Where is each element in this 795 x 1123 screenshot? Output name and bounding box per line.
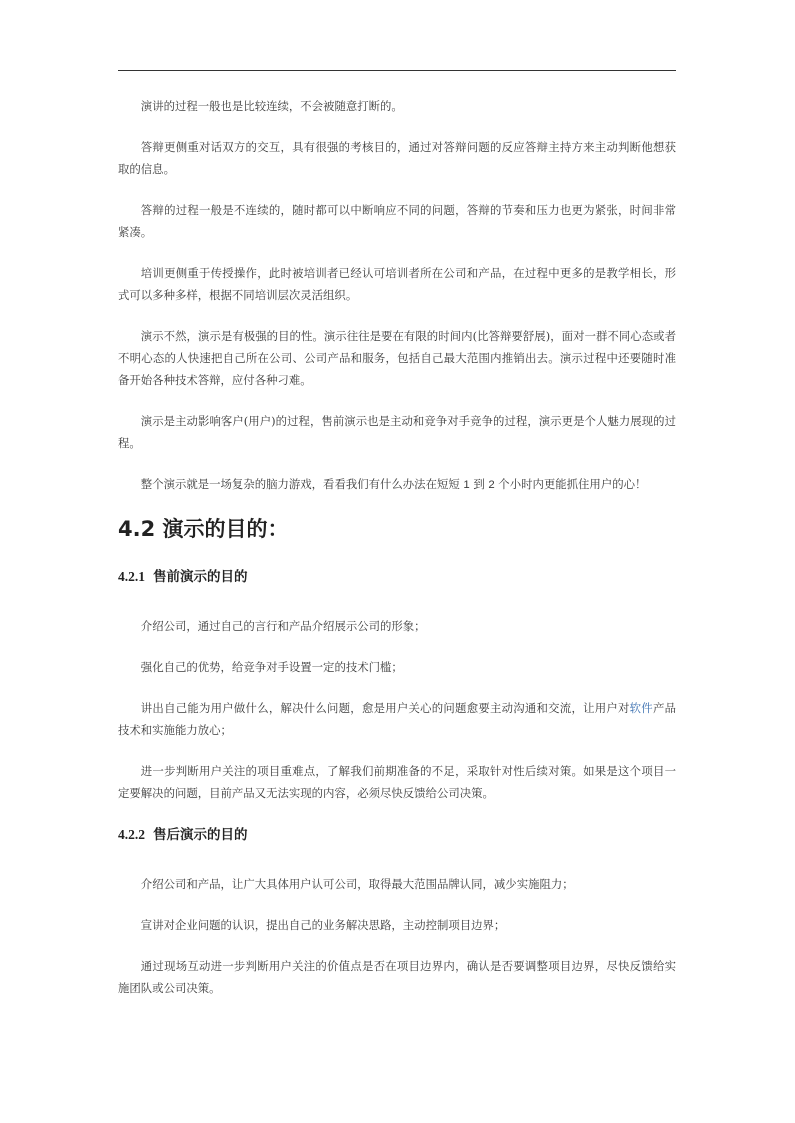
presales-3-text-before: 讲出自己能为用户做什么，解决什么问题，愈是用户关心的问题愈要主动沟通和交流，让用户对 <box>140 701 630 715</box>
paragraph-postsales-3: 通过现场互动进一步判断用户关注的价值点是否在项目边界内，确认是否要调整项目边界，尽快反馈给实施团队或公司决策。 <box>118 959 676 994</box>
paragraph-presales-3 <box>118 697 676 741</box>
subsection-title: 售前演示的目的 <box>153 569 248 585</box>
paragraph-defense-process: 答辩的过程一般是不连续的，随时都可以中断响应不同的问题，答辩的节奏和压力也更为紧张，时间非常紧凑。 <box>118 203 676 239</box>
document-body <box>118 80 676 994</box>
summary-number-2: 2 <box>488 479 495 491</box>
summary-text-middle: 到 <box>469 477 489 491</box>
summary-number-1: 1 <box>463 479 470 491</box>
paragraph-postsales-1: 介绍公司和产品，让广大具体用户认可公司，取得最大范围品牌认同，减少实施阻力； <box>140 877 574 891</box>
paragraph-training: 培训更侧重于传授操作，此时被培训者已经认可培训者所在公司和产品，在过程中更多的是教学相长，形式可以多种多样，根据不同培训层次灵活组织。 <box>118 266 676 302</box>
subsection-number: 4.2.2 <box>118 827 145 842</box>
paragraph-demo-influence: 演示是主动影响客户(用户)的过程，售前演示也是主动和竞争对手竞争的过程，演示更是个人魅力展现的过程。 <box>118 414 676 450</box>
header-rule <box>118 70 676 71</box>
presales-3-text-after: 产品技术和实施能力放心； <box>118 701 676 737</box>
section-heading: 4.2 演示的目的： <box>118 517 289 541</box>
subsection-heading-postsales <box>118 823 676 847</box>
paragraph-presales-2: 强化自己的优势，给竞争对手设置一定的技术门槛； <box>140 660 403 674</box>
paragraph-presales-4: 进一步判断用户关注的项目重难点，了解我们前期准备的不足，采取针对性后续对策。如果是这个项目一定要解决的问题，目前产品又无法实现的内容，必须尽快反馈给公司决策。 <box>118 764 676 800</box>
paragraph-summary <box>118 473 676 496</box>
subsection-title: 售后演示的目的 <box>153 827 248 843</box>
paragraph-speech-continuity: 演讲的过程一般也是比较连续，不会被随意打断的。 <box>140 99 403 113</box>
paragraph-demo-purpose: 演示不然，演示是有极强的目的性。演示往往是要在有限的时间内(比答辩要舒展)，面对一群不同心态或者不明心态的人快速把自己所在公司、公司产品和服务，包括自己最大范围内推销出去。演示过程中还要随时准备开始各种技术答辩，应付各种刁难。 <box>118 329 676 387</box>
subsection-heading-presales <box>118 565 676 589</box>
paragraph-postsales-2: 宣讲对企业问题的认识，提出自己的业务解决思路，主动控制项目边界； <box>140 918 506 932</box>
summary-text-before: 整个演示就是一场复杂的脑力游戏，看看我们有什么办法在短短 <box>140 477 464 491</box>
summary-text-after: 个小时内更能抓住用户的心！ <box>494 477 647 491</box>
software-link[interactable]: 软件 <box>629 701 653 715</box>
paragraph-presales-1: 介绍公司，通过自己的言行和产品介绍展示公司的形象； <box>140 619 426 633</box>
paragraph-defense-interaction: 答辩更侧重对话双方的交互，具有很强的考核目的，通过对答辩问题的反应答辩主持方来主动判断他想获取的信息。 <box>118 140 676 176</box>
subsection-number: 4.2.1 <box>118 569 145 584</box>
